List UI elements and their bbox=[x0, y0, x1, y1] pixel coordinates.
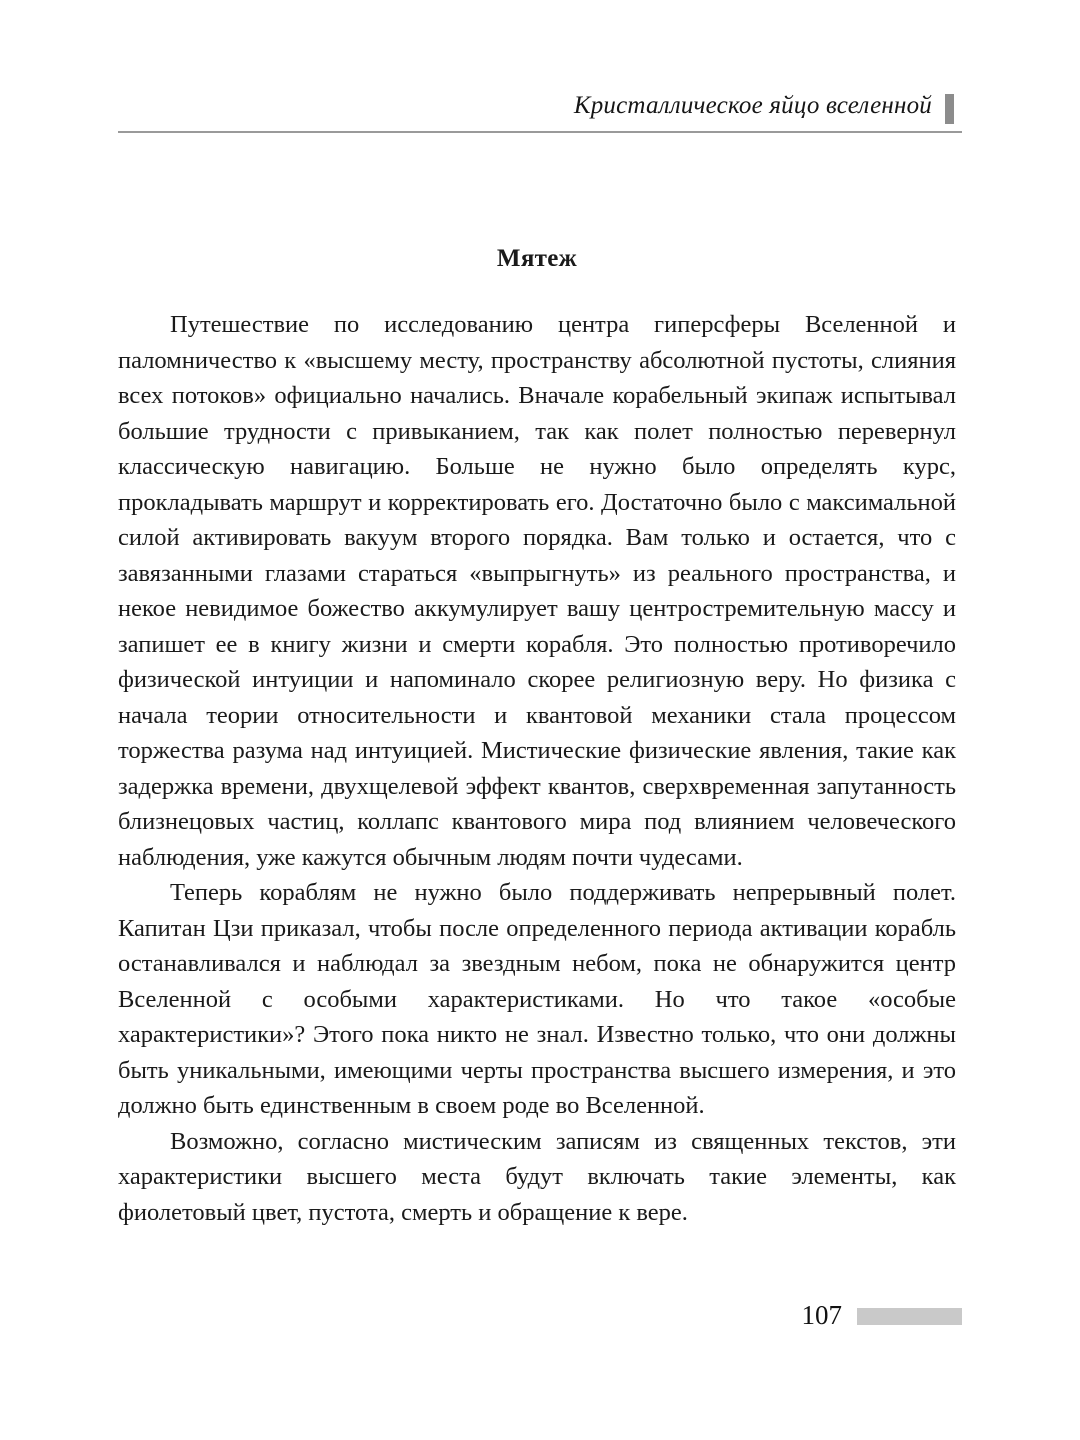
footer-bar-block bbox=[857, 1308, 962, 1325]
running-head-title: Кристаллическое яйцо вселенной bbox=[573, 92, 932, 119]
body-paragraph: Возможно, согласно мистическим записям из священных текстов, эти характеристики высшего места будут включать такие элементы, как фиолетовый цвет, пустота, смерть и обращение к вере. bbox=[118, 1127, 956, 1226]
running-head bbox=[118, 92, 962, 142]
header-rule bbox=[118, 131, 962, 133]
header-marker-block bbox=[945, 94, 954, 124]
page-body bbox=[118, 245, 956, 1230]
body-paragraph: Теперь кораблям не нужно было поддерживать непрерывный полет. Капитан Цзи приказал, чтобы после определенного периода активации корабль останавливался и наблюдал за звездным небом, пока не обнаружится центр Вселенной с особыми характеристиками. Но что такое «особые характеристики»? Этого пока никто не знал. Известно только, что они должны быть уникальными, имеющими черты пространства высшего измерения, и это должно быть единственным в своем роде во Вселенной. bbox=[118, 879, 956, 1119]
page-number: 107 bbox=[801, 1300, 842, 1330]
body-paragraph: Путешествие по исследованию центра гиперсферы Вселенной и паломничество к «высшему месту, пространству абсолютной пустоты, слияния всех потоков» официально начались. Вначале корабельный экипаж испытывал большие трудности с привыканием, так как полет полностью перевернул классическую навигацию. Больше не нужно было определять курс, прокладывать маршрут и корректировать его. Достаточно было с максимальной силой активировать вакуум второго порядка. Вам только и остается, что с завязанными глазами стараться «выпрыгнуть» из реального пространства, и некое невидимое божество аккумулирует вашу центростремительную массу и запишет ее в книгу жизни и смерти корабля. Это полностью противоречило физической интуиции и напоминало скорее религиозную веру. Но физика с начала теории относительности и квантовой механики стала процессом торжества разума над интуицией. Мистические физические явления, такие как задержка времени, двухщелевой эффект квантов, сверхвременная запутанность близнецовых частиц, коллапс квантового мира под влиянием человеческого наблюдения, уже кажутся обычным людям почти чудесами. bbox=[118, 311, 956, 871]
page-footer bbox=[118, 1300, 962, 1334]
section-title: Мятеж bbox=[496, 245, 578, 272]
